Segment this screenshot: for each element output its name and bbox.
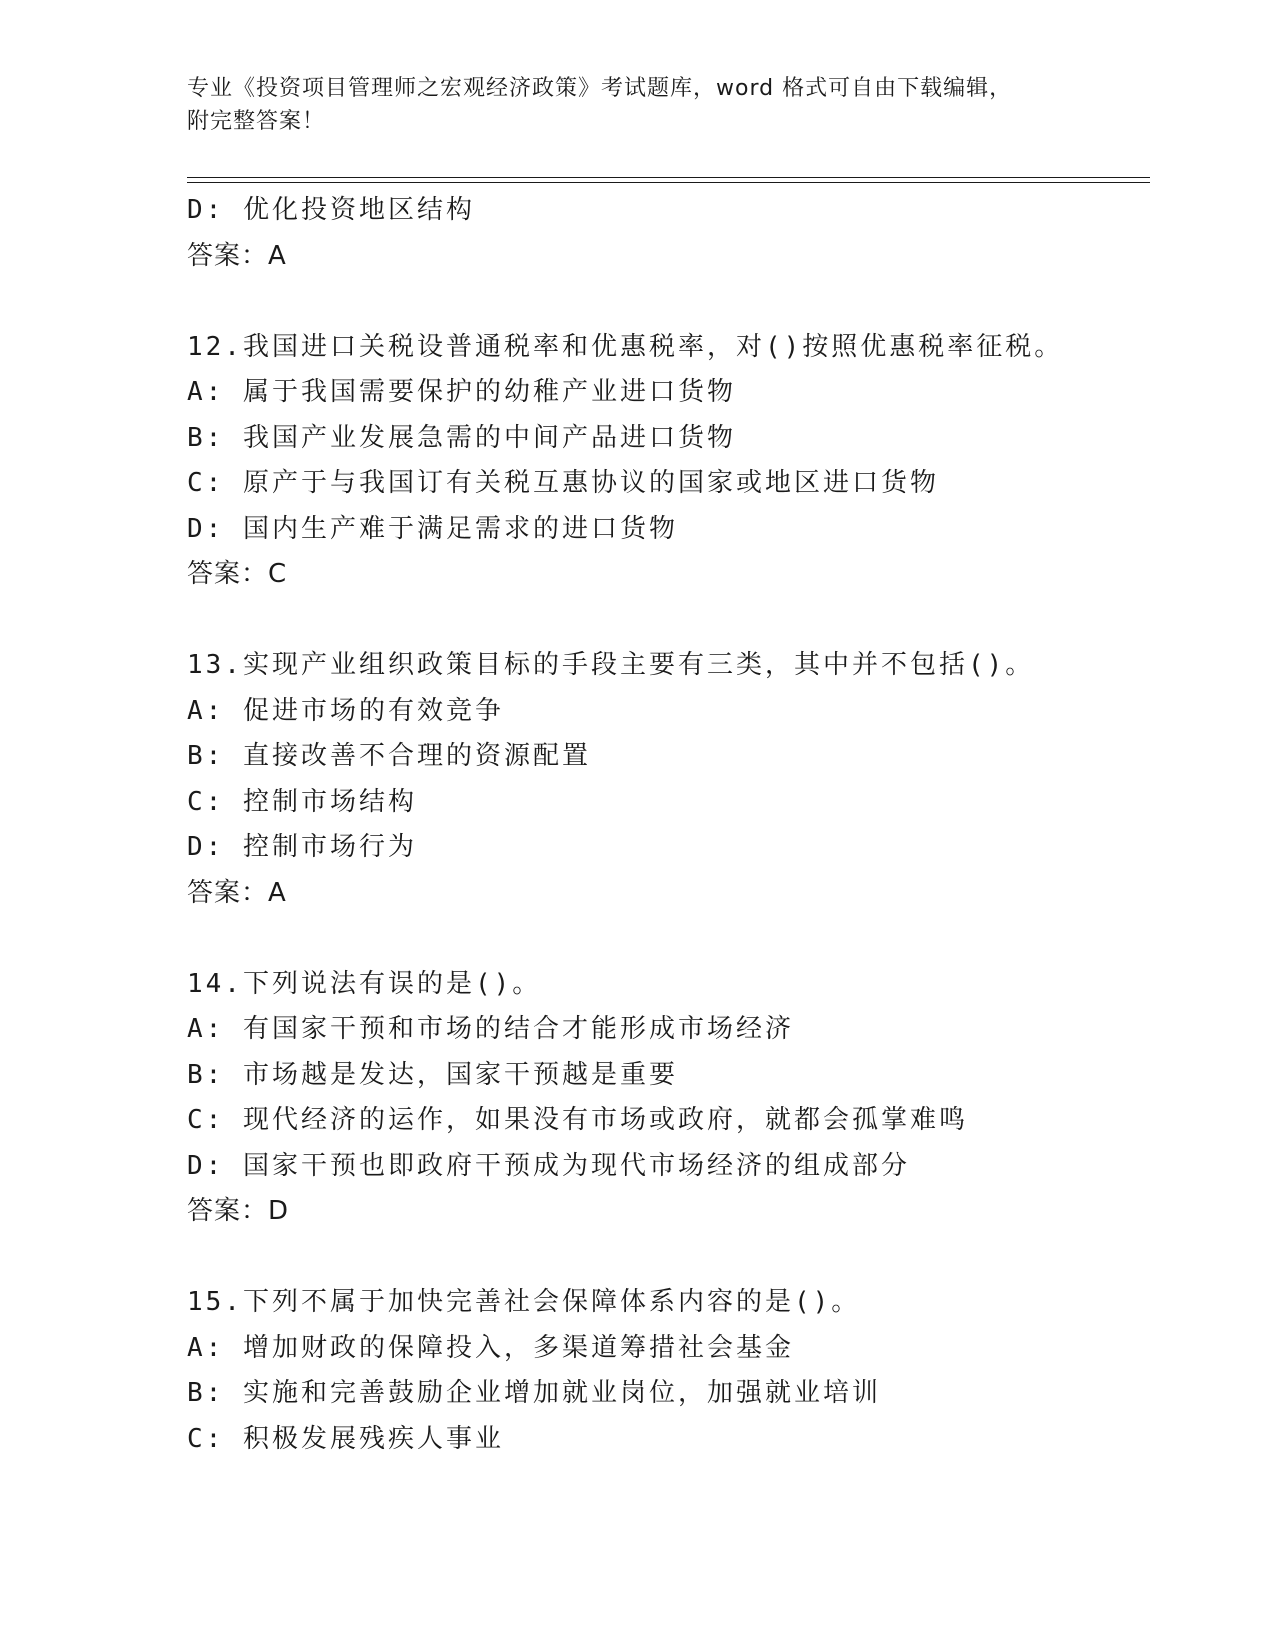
question-gap: [187, 279, 1167, 325]
option-b: B: 我国产业发展急需的中间产品进口货物: [187, 422, 736, 453]
question-stem: 15.下列不属于加快完善社会保障体系内容的是()。: [187, 1287, 861, 1317]
answer: 答案：D: [187, 1196, 290, 1226]
question-list: [187, 188, 1167, 1462]
option-c: C: 原产于与我国订有关税互惠协议的国家或地区进口货物: [187, 468, 939, 498]
option-c: C: 积极发展残疾人事业: [187, 1423, 504, 1454]
question-stem: 13.实现产业组织政策目标的手段主要有三类，其中并不包括()。: [187, 650, 1035, 680]
option-a: A: 促进市场的有效竞争: [187, 695, 504, 726]
answer: 答案：C: [187, 559, 288, 589]
option-b: B: 直接改善不合理的资源配置: [187, 741, 591, 771]
header-divider-bottom: [187, 182, 1150, 183]
option-a: A: 有国家干预和市场的结合才能形成市场经济: [187, 1014, 794, 1044]
header-divider-top: [187, 177, 1150, 178]
option-a: A: 属于我国需要保护的幼稚产业进口货物: [187, 377, 736, 407]
question-14: [187, 962, 1167, 1235]
question-stem: 12.我国进口关税设普通税率和优惠税率，对()按照优惠税率征税。: [187, 331, 1064, 362]
question-15: [187, 1280, 1167, 1462]
option-d: D: 国内生产难于满足需求的进口货物: [187, 513, 678, 544]
option-d: D: 国家干预也即政府干预成为现代市场经济的组成部分: [187, 1150, 910, 1181]
answer: 答案：A: [187, 877, 287, 908]
option-b: B: 实施和完善鼓励企业增加就业岗位，加强就业培训: [187, 1378, 881, 1408]
option-c: C: 控制市场结构: [187, 786, 417, 817]
header-line-2: 附完整答案！: [187, 109, 326, 134]
option-a: A: 增加财政的保障投入，多渠道筹措社会基金: [187, 1332, 794, 1363]
document-header: [187, 72, 1087, 138]
option-c: C: 现代经济的运作，如果没有市场或政府，就都会孤掌难鸣: [187, 1105, 968, 1135]
question-gap: [187, 916, 1167, 962]
option-d: D: 控制市场行为: [187, 832, 417, 862]
option-b: B: 市场越是发达，国家干预越是重要: [187, 1059, 678, 1090]
question-stem: 14.下列说法有误的是()。: [187, 968, 542, 999]
question-gap: [187, 1235, 1167, 1281]
question-12: [187, 325, 1167, 598]
question-gap: [187, 598, 1167, 644]
answer: 答案：A: [187, 240, 287, 271]
header-line-1: 专业《投资项目管理师之宏观经济政策》考试题库，word 格式可自由下载编辑，: [187, 76, 1013, 101]
question-13: [187, 643, 1167, 916]
option-d: D: 优化投资地区结构: [187, 195, 475, 225]
